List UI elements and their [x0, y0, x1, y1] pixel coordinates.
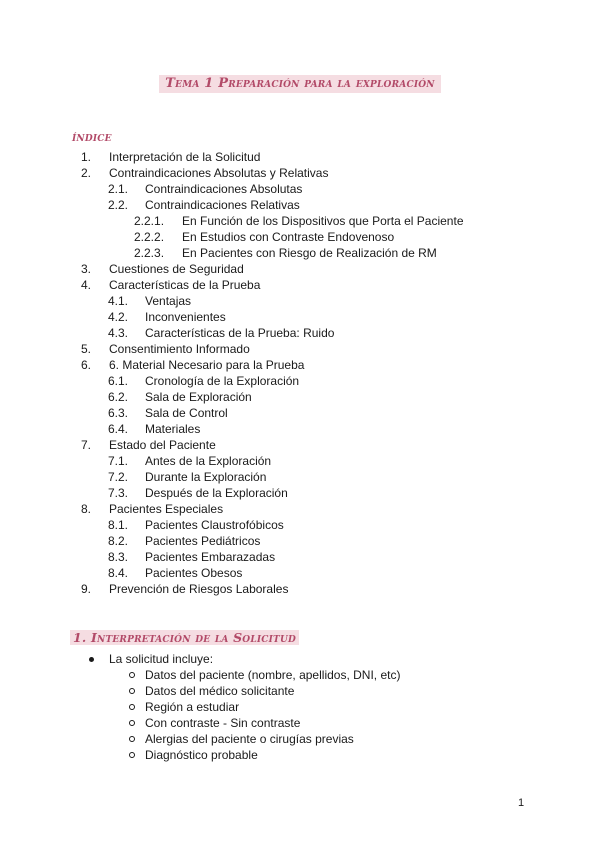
index-heading: índice: [72, 129, 112, 144]
toc-item-label: Pacientes Embarazadas: [145, 550, 276, 564]
toc-item-label: Inconvenientes: [145, 310, 226, 324]
toc-item: [0, 485, 600, 501]
toc-item: [0, 261, 600, 277]
title-container: [0, 74, 600, 93]
sub-bullet-list: [0, 667, 600, 763]
toc-item-number: 7.: [81, 438, 92, 452]
toc-item: [0, 229, 600, 245]
toc-item-number: 8.3.: [108, 550, 129, 564]
toc-item-label: En Función de los Dispositivos que Porta el Paciente: [182, 214, 464, 228]
toc-item-number: 5.: [81, 342, 92, 356]
sub-bullet-item: [0, 715, 600, 731]
sub-bullet-item: [0, 747, 600, 763]
toc-item-label: Durante la Exploración: [145, 470, 267, 484]
section-1-content: [0, 651, 600, 763]
toc-item: [0, 581, 600, 597]
toc-item-label: 6. Material Necesario para la Prueba: [109, 358, 305, 372]
toc-item-label: Características de la Prueba: [109, 278, 261, 292]
toc-item: [0, 357, 600, 373]
toc-item-label: Características de la Prueba: Ruido: [145, 326, 335, 340]
toc-item-label: Sala de Control: [145, 406, 228, 420]
toc-item: [0, 149, 600, 165]
toc-item-label: Materiales: [145, 422, 201, 436]
toc-item: [0, 517, 600, 533]
toc-item-number: 6.: [81, 358, 92, 372]
toc-item-label: Pacientes Especiales: [109, 502, 224, 516]
toc-item-label: Contraindicaciones Relativas: [145, 198, 300, 212]
toc-item-number: 8.2.: [108, 534, 129, 548]
toc-item-number: 8.4.: [108, 566, 129, 580]
bullet-circle-icon: [129, 672, 135, 678]
bullet-circle-icon: [129, 704, 135, 710]
toc-item-number: 2.1.: [108, 182, 129, 196]
toc-item: [0, 325, 600, 341]
toc-item: [0, 277, 600, 293]
toc-item: [0, 469, 600, 485]
section-1-heading: 1. Interpretación de la Solicitud: [70, 630, 299, 645]
toc-item-number: 1.: [81, 150, 92, 164]
toc-item-number: 7.2.: [108, 470, 129, 484]
toc-item-number: 2.2.: [108, 198, 129, 212]
toc-item-label: En Estudios con Contraste Endovenoso: [182, 230, 395, 244]
bullet-disc-icon: [89, 657, 94, 662]
toc-item: [0, 293, 600, 309]
toc-item-number: 6.3.: [108, 406, 129, 420]
toc-item: [0, 245, 600, 261]
toc-item: [0, 213, 600, 229]
toc-item-label: En Pacientes con Riesgo de Realización de RM: [182, 246, 437, 260]
toc-item: [0, 165, 600, 181]
bullet-circle-icon: [129, 736, 135, 742]
toc-item-label: Cuestiones de Seguridad: [109, 262, 244, 276]
toc-item-label: Prevención de Riesgos Laborales: [109, 582, 289, 596]
toc-item: [0, 565, 600, 581]
toc-item-number: 4.: [81, 278, 92, 292]
toc-item: [0, 389, 600, 405]
toc-item: [0, 373, 600, 389]
toc-item-label: Cronología de la Exploración: [145, 374, 300, 388]
toc-item-number: 9.: [81, 582, 92, 596]
bullet-circle-icon: [129, 688, 135, 694]
toc-item: [0, 309, 600, 325]
sub-bullet-text: Alergias del paciente o cirugías previas: [145, 732, 354, 746]
toc-item-label: Pacientes Pediátricos: [145, 534, 261, 548]
toc-item: [0, 437, 600, 453]
toc-item: [0, 501, 600, 517]
toc-item-label: Pacientes Obesos: [145, 566, 243, 580]
toc-item-number: 6.2.: [108, 390, 129, 404]
sub-bullet-text: Datos del médico solicitante: [145, 684, 295, 698]
toc-item-label: Sala de Exploración: [145, 390, 252, 404]
toc-item-label: Contraindicaciones Absolutas: [145, 182, 303, 196]
toc-item-number: 2.: [81, 166, 92, 180]
toc-item-number: 2.2.3.: [134, 246, 165, 260]
toc-item: [0, 533, 600, 549]
bullet-item: [0, 651, 600, 667]
toc-item-number: 4.3.: [108, 326, 129, 340]
sub-bullet-item: [0, 731, 600, 747]
toc-item-number: 8.: [81, 502, 92, 516]
bullet-circle-icon: [129, 752, 135, 758]
toc-item-label: Interpretación de la Solicitud: [109, 150, 261, 164]
document-title: Tema 1 Preparación para la exploración: [159, 75, 440, 93]
toc-item-number: 7.3.: [108, 486, 129, 500]
bullet-text: La solicitud incluye:: [109, 652, 214, 666]
toc-item: [0, 405, 600, 421]
toc-item-label: Antes de la Exploración: [145, 454, 272, 468]
toc-item-number: 7.1.: [108, 454, 129, 468]
toc-item-label: Estado del Paciente: [109, 438, 216, 452]
toc-item-label: Contraindicaciones Absolutas y Relativas: [109, 166, 329, 180]
page-number: 1: [518, 797, 525, 809]
sub-bullet-item: [0, 667, 600, 683]
toc-item: [0, 453, 600, 469]
toc-item: [0, 421, 600, 437]
toc-item: [0, 341, 600, 357]
toc-item: [0, 197, 600, 213]
bullet-circle-icon: [129, 720, 135, 726]
toc-item-number: 4.2.: [108, 310, 129, 324]
toc-item: [0, 181, 600, 197]
toc-item-number: 4.1.: [108, 294, 129, 308]
toc-item-label: Ventajas: [145, 294, 192, 308]
sub-bullet-item: [0, 683, 600, 699]
sub-bullet-item: [0, 699, 600, 715]
toc-item: [0, 549, 600, 565]
toc-item-label: Pacientes Claustrofóbicos: [145, 518, 284, 532]
toc-item-number: 3.: [81, 262, 92, 276]
toc-item-number: 8.1.: [108, 518, 129, 532]
table-of-contents: [0, 149, 600, 597]
sub-bullet-text: Región a estudiar: [145, 700, 240, 714]
toc-item-number: 2.2.2.: [134, 230, 165, 244]
toc-item-number: 6.4.: [108, 422, 129, 436]
sub-bullet-text: Con contraste - Sin contraste: [145, 716, 301, 730]
toc-item-label: Después de la Exploración: [145, 486, 288, 500]
toc-item-number: 2.2.1.: [134, 214, 165, 228]
toc-item-label: Consentimiento Informado: [109, 342, 250, 356]
sub-bullet-text: Diagnóstico probable: [145, 748, 258, 762]
sub-bullet-text: Datos del paciente (nombre, apellidos, DNI, etc): [145, 668, 401, 682]
toc-item-number: 6.1.: [108, 374, 129, 388]
